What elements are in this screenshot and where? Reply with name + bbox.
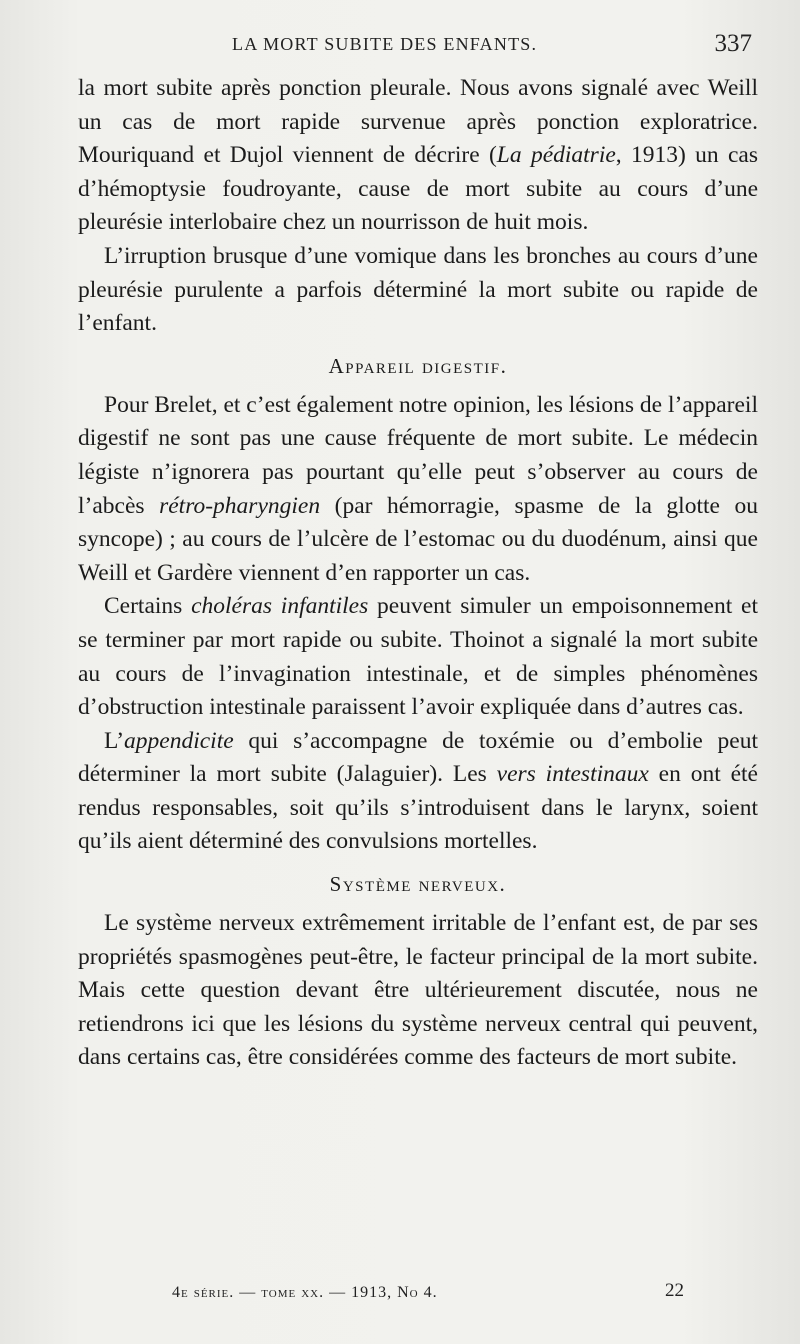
paragraph-text: peuvent simuler un empoisonnement et se terminer par mort rapide ou subite. Thoinot a signalé la mort subite au cours de l’invagination intestinale, et de simples phénomènes d’obstruction intestinale paraissent l’avoir expliquée dans d’autres cas. (78, 593, 758, 721)
italic-term: rétro-pharyngien (159, 492, 321, 519)
section-heading-digestive: Appareil digestif. (328, 353, 508, 378)
italic-term: vers intestinaux (496, 761, 649, 788)
paragraph-text: , 1913) un cas d’hémoptysie foudroyante, cause de mort subite au cours d’une pleurésie interlobaire chez un nourrisson de huit mois. (78, 142, 758, 236)
page-footer (0, 1280, 800, 1310)
paragraph-text: la mort subite après ponction pleurale. Nous avons signalé avec Weill un cas de mort rapide survenue après ponction exploratrice. Mouriquand et Dujol viennent de décrire (78, 75, 758, 169)
paragraph-text: qui s’accompagne de toxémie ou d’embolie peut déterminer la mort subite (Jalaguier). Les (78, 727, 758, 788)
italic-term: appendicite (124, 727, 234, 754)
running-head (0, 30, 800, 60)
paragraph-text: (par hémorragie, spasme de la glotte ou syncope) ; au cours de l’ulcère de l’estomac ou du duodénum, ainsi que Weill et Gardère viennent d’en rapporter un cas. (78, 492, 758, 586)
paragraph-brelet (78, 389, 758, 591)
journal-title: La pédiatrie (496, 142, 616, 169)
sheet-number: 22 (665, 1280, 684, 1301)
section-heading-nervous: Système nerveux. (329, 872, 507, 897)
page-number: 337 (714, 30, 752, 57)
footer-signature: 4e série. — tome xx. — 1913, No 4. (172, 1284, 438, 1301)
paragraph-text: en ont été rendus responsables, soit qu’ils s’introduisent dans le larynx, soient qu’ils aient déterminé des convulsions mortelles. (78, 761, 758, 855)
paragraph-text: Pour Brelet, et c’est également notre opinion, les lésions de l’appareil digestif ne sont pas une cause fréquente de mort subite. Le médecin légiste n’ignorera pas pourtant qu’elle peut s’observer au cours de l’abcès (78, 391, 758, 519)
body-text (78, 72, 758, 1075)
paragraph-cholera (78, 590, 758, 724)
paragraph-text: Certains (104, 593, 192, 620)
running-title: LA MORT SUBITE DES ENFANTS. (232, 34, 538, 54)
paragraph-vomique: L’irruption brusque d’une vomique dans les bronches au cours d’une pleurésie purulente a parfois déterminé la mort subite ou rapide de l’enfant. (78, 242, 758, 337)
paragraph-appendicite (78, 725, 758, 859)
paragraph-pleurisy: la mort subite après ponction pleurale. Nous avons signalé avec Weill un cas de mort rapide survenue après ponction exploratrice. Mouriquand et Dujol viennent de décrire (La pédiatrie, 1913) un cas d’hémoptysie foudroyante, cause de mort subite au cours d’une pleurésie interlobaire chez un nourrisson de huit mois. (78, 75, 758, 236)
italic-term: choléras infantiles (191, 593, 369, 620)
paragraph-nervous-system: Le système nerveux extrêmement irritable de l’enfant est, de par ses propriétés spasmogènes peut-être, le facteur principal de la mort subite. Mais cette question devant être ultérieurement discutée, nous ne retiendrons ici que les lésions du système nerveux central qui peuvent, dans certains cas, être considérées comme des facteurs de mort subite. (78, 910, 758, 1071)
paragraph-text: L’ (104, 727, 125, 754)
